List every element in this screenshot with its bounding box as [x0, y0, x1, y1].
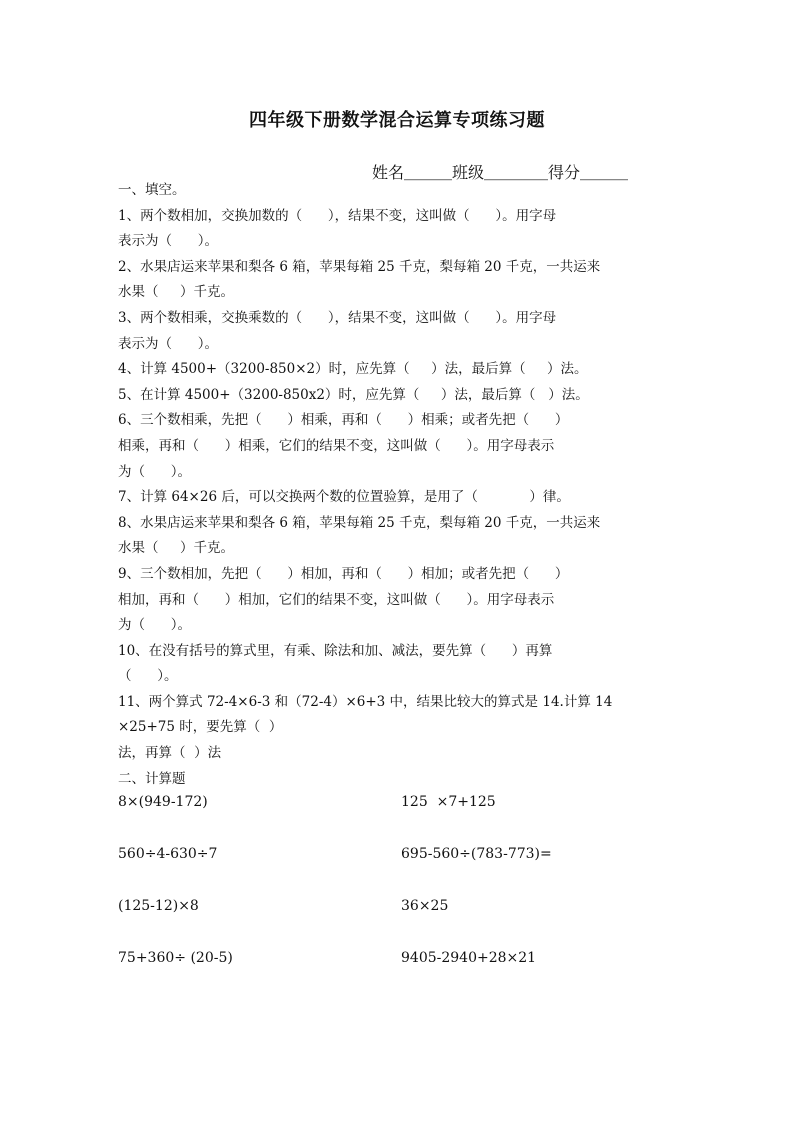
- question-line: 6、三个数相乘，先把（ ）相乘，再和（ ）相乘；或者先把（ ）: [118, 412, 569, 429]
- calc-expression-left: 560÷4-630÷7: [118, 846, 218, 862]
- question-line: 5、在计算 4500+（3200-850x2）时，应先算（ ）法，最后算（ ）法。: [118, 386, 589, 403]
- question-line: 相加，再和（ ）相加，它们的结果不变，这叫做（ ）。用字母表示: [118, 591, 555, 608]
- student-info-line: 姓名＿＿＿班级＿＿＿＿得分＿＿＿: [372, 163, 629, 182]
- calc-expression-left: 75+360÷ (20-5): [118, 950, 233, 966]
- question-line: 为（ ）。: [118, 617, 191, 634]
- calculation-section: [118, 790, 678, 998]
- calc-expression-right: 125 ×7+125: [401, 794, 496, 810]
- question-line: 2、水果店运来苹果和梨各 6 箱，苹果每箱 25 千克，梨每箱 20 千克，一共运来: [118, 258, 601, 275]
- question-line: 3、两个数相乘，交换乘数的（ ），结果不变，这叫做（ ）。用字母: [118, 309, 557, 326]
- question-line: ×25+75 时，要先算（ ）: [118, 719, 283, 736]
- question-line: 1、两个数相加，交换加数的（ ），结果不变，这叫做（ ）。用字母: [118, 207, 557, 224]
- calc-row: [118, 894, 678, 946]
- question-line: 相乘，再和（ ）相乘，它们的结果不变，这叫做（ ）。用字母表示: [118, 437, 555, 454]
- question-line: 法，再算（ ）法: [118, 745, 222, 762]
- calc-expression-right: 36×25: [401, 898, 449, 914]
- section-title: 一、填空。: [118, 182, 186, 198]
- question-line: 8、水果店运来苹果和梨各 6 箱，苹果每箱 25 千克，梨每箱 20 千克，一共运来: [118, 514, 601, 531]
- question-line: 水果（ ）千克。: [118, 284, 234, 301]
- calc-expression-right: 695-560÷(783-773)=: [401, 846, 552, 862]
- calc-expression-right: 9405-2940+28×21: [401, 950, 537, 966]
- question-line: 水果（ ）千克。: [118, 540, 234, 557]
- section-title: 二、计算题: [118, 770, 186, 787]
- calc-row: [118, 842, 678, 894]
- calc-expression-left: (125-12)×8: [118, 898, 199, 914]
- fill-in-section: [118, 178, 678, 792]
- calc-row: [118, 790, 678, 842]
- page-title: 四年级下册数学混合运算专项练习题: [249, 110, 545, 131]
- question-line: 表示为（ ）。: [118, 233, 218, 250]
- question-line: 11、两个算式 72-4×6-3 和（72-4）×6+3 中，结果比较大的算式是 14.计算 14: [118, 693, 613, 710]
- question-line: 为（ ）。: [118, 463, 191, 480]
- calc-expression-left: 8×(949-172): [118, 794, 208, 810]
- calc-row: [118, 946, 678, 998]
- question-line: 10、在没有括号的算式里，有乘、除法和加、减法，要先算（ ）再算: [118, 642, 553, 659]
- question-line: 9、三个数相加，先把（ ）相加，再和（ ）相加；或者先把（ ）: [118, 565, 569, 582]
- question-line: （ ）。: [118, 668, 178, 685]
- question-line: 4、计算 4500+（3200-850×2）时，应先算（ ）法，最后算（ ）法。: [118, 361, 588, 378]
- question-line: 7、计算 64×26 后，可以交换两个数的位置验算，是用了（ ）律。: [118, 489, 570, 506]
- question-line: 表示为（ ）。: [118, 335, 218, 352]
